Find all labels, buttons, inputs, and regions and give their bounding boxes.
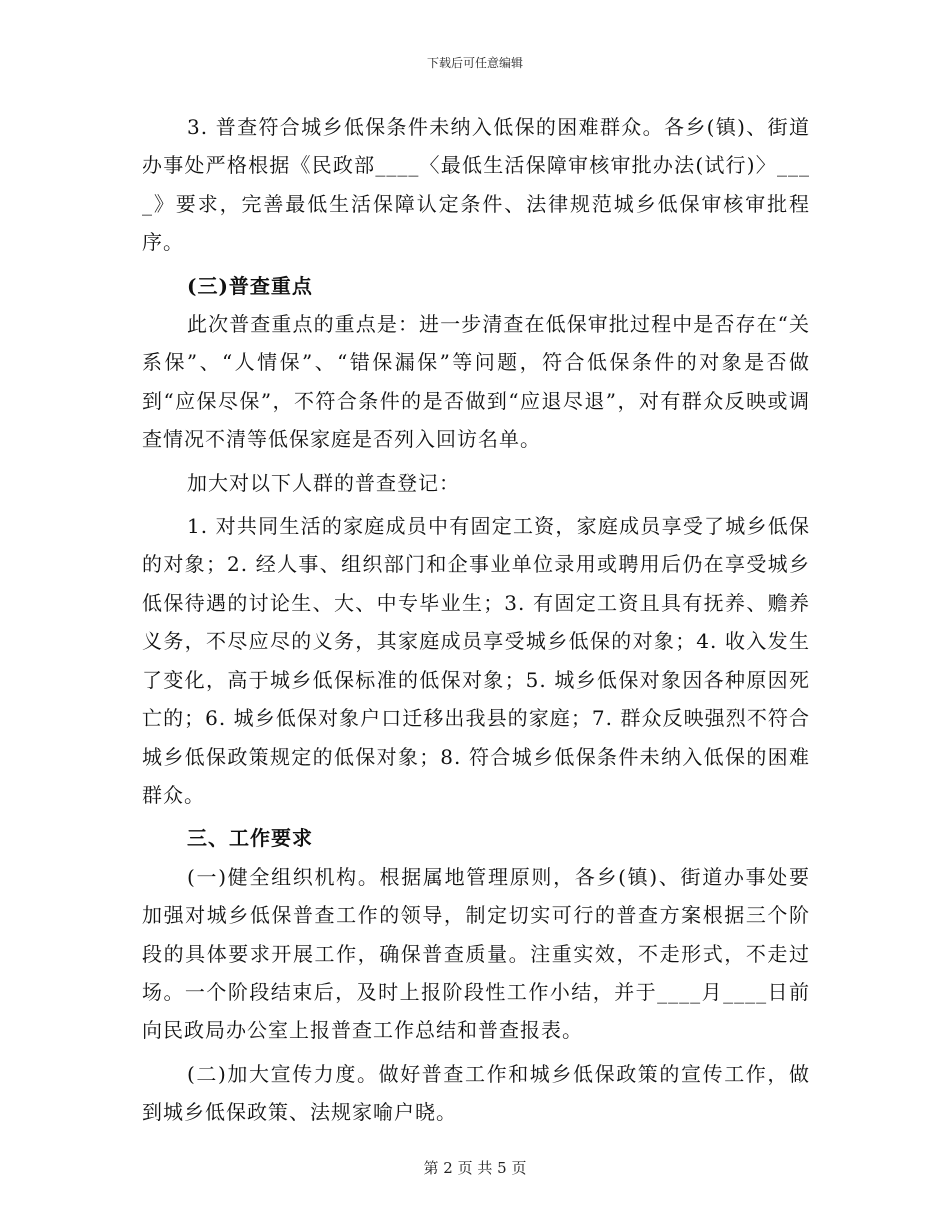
paragraph-focus: 此次普查重点的重点是：进一步清查在低保审批过程中是否存在“关系保”、“人情保”、“错保漏保”等问题，符合低保条件的对象是否做到“应保尽保”，不符合条件的是否做到“应退尽退”，对有群众反映或调查情况不清等低保家庭是否列入回访名单。 bbox=[142, 312, 810, 452]
paragraph-register-intro: 加大对以下人群的普查登记： bbox=[187, 470, 460, 495]
page-header-note: 下载后可任意编辑 bbox=[426, 56, 523, 70]
paragraph-requirement-1: (一)健全组织机构。根据属地管理原则，各乡(镇)、街道办事处要加强对城乡低保普查工作的领导，制定切实可行的普查方案根据三个阶段的具体要求开展工作，确保普查质量。注重实效，不走形式，不走过场。一个阶段结束后，及时上报阶段性工作小结，并于____月____日前向民政局办公室上报普查工作总结和普查报表。 bbox=[142, 864, 810, 1043]
page-number: 第 2 页 共 5 页 bbox=[423, 1159, 527, 1177]
section-heading-focus: (三)普查重点 bbox=[187, 273, 313, 298]
paragraph-item-3: 3. 普查符合城乡低保条件未纳入低保的困难群众。各乡(镇)、街道办事处严格根据《民政部____〈最低生活保障审核审批办法(试行)〉____》要求，完善最低生活保障认定条件、法律规范城乡低保审核审批程序。 bbox=[142, 115, 810, 255]
section-heading-requirements: 三、工作要求 bbox=[187, 826, 313, 851]
document-body bbox=[142, 108, 810, 1132]
paragraph-register-list: 1. 对共同生活的家庭成员中有固定工资，家庭成员享受了城乡低保的对象；2. 经人事、组织部门和企事业单位录用或聘用后仍在享受城乡低保待遇的讨论生、大、中专毕业生；3. 有固定工资且具有抚养、赡养义务，不尽应尽的义务，其家庭成员享受城乡低保的对象；4. 收入发生了变化，高于城乡低保标准的低保对象；5. 城乡低保对象因各种原因死亡的；6. 城乡低保对象户口迁移出我县的家庭；7. 群众反映强烈不符合城乡低保政策规定的低保对象；8. 符合城乡低保条件未纳入低保的困难群众。 bbox=[142, 514, 810, 807]
paragraph-requirement-2: (二)加大宣传力度。做好普查工作和城乡低保政策的宣传工作，做到城乡低保政策、法规家喻户晓。 bbox=[142, 1061, 810, 1125]
